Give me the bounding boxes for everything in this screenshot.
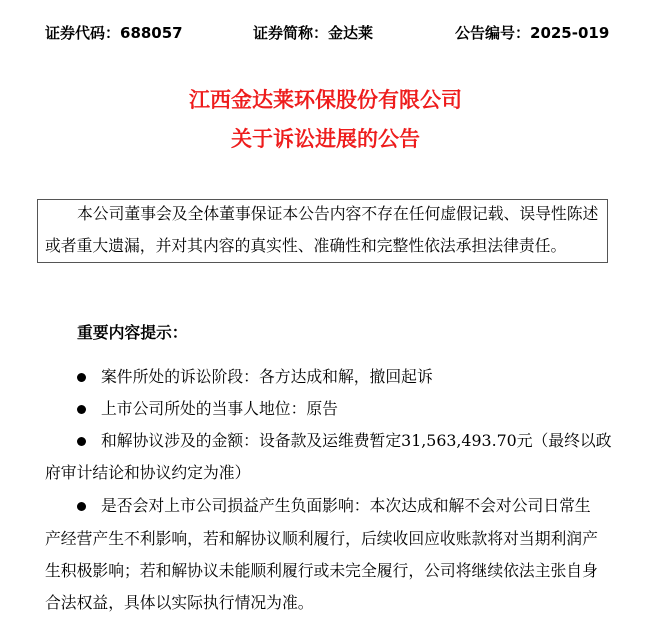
- bullet-icon: [77, 405, 86, 414]
- stock-code: 证券代码：688057: [45, 24, 183, 42]
- highlight-line: 案件所处的诉讼阶段：各方达成和解，撤回起诉: [101, 367, 433, 386]
- announcement-number: 公告编号：2025-019: [455, 24, 610, 42]
- bullet-icon: [77, 502, 86, 511]
- bullet-icon: [77, 437, 86, 446]
- highlight-line: 上市公司所处的当事人地位：原告: [101, 399, 338, 418]
- highlight-line: 合法权益，具体以实际执行情况为准。: [45, 593, 314, 612]
- highlights-heading: 重要内容提示：: [77, 323, 188, 342]
- disclaimer-line: 或者重大遗漏，并对其内容的真实性、准确性和完整性依法承担法律责任。: [45, 236, 567, 255]
- highlight-line: 和解协议涉及的金额：设备款及运维费暂定31,563,493.70元（最终以政: [101, 431, 612, 450]
- highlight-line: 是否会对上市公司损益产生负面影响：本次达成和解不会对公司日常生: [101, 496, 591, 515]
- highlight-line: 生积极影响；若和解协议未能顺利履行或未完全履行，公司将继续依法主张自身: [45, 561, 598, 580]
- company-title: 江西金达莱环保股份有限公司: [189, 88, 462, 112]
- disclaimer-line: 本公司董事会及全体董事保证本公告内容不存在任何虚假记载、误导性陈述: [77, 204, 599, 223]
- stock-name: 证券简称：金达莱: [253, 24, 374, 42]
- bullet-icon: [77, 373, 86, 382]
- highlight-line: 府审计结论和协议约定为准）: [45, 463, 251, 482]
- announcement-subject: 关于诉讼进展的公告: [231, 127, 420, 151]
- highlight-line: 产经营产生不利影响，若和解协议顺利履行，后续收回应收账款将对当期利润产: [45, 529, 598, 548]
